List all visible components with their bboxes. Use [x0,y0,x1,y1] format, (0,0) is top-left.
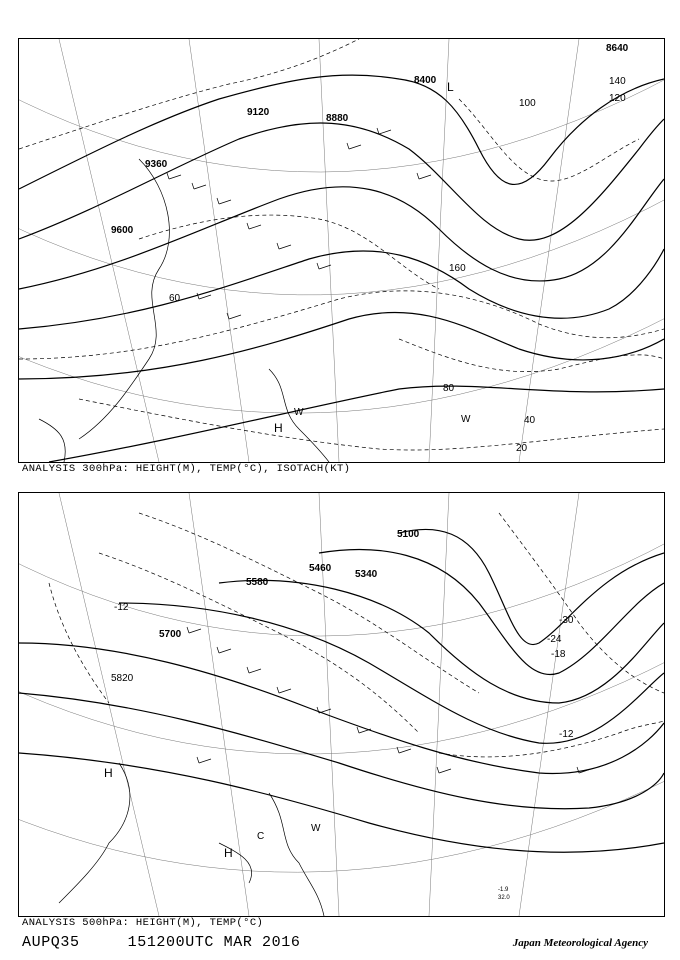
temp-label: -12 [114,602,129,613]
height-contours-500 [19,529,664,852]
height-label: 8400 [414,75,437,86]
temp-label: -12 [559,729,574,740]
station-temp: -1.9 [498,887,509,893]
wind-marker: W [294,407,304,418]
height-label: 5460 [309,563,332,574]
high-pressure-center: H [274,421,283,435]
coastlines-500 [59,763,324,916]
chart-panel-500hpa [18,492,665,917]
height-label: 9600 [111,225,134,236]
wind-marker: W [461,414,471,425]
height-label: 9120 [247,107,270,118]
station-value: 32.0 [498,895,510,901]
height-label: 5580 [246,577,269,588]
map-300hpa [19,39,664,462]
graticule-300 [19,39,664,462]
chart-datetime: 151200UTC MAR 2016 [127,934,301,951]
chart-footer [22,934,300,951]
isotach-label: 100 [519,98,536,109]
isotach-label: 140 [609,76,626,87]
height-contours-300 [19,75,664,462]
chart-code: AUPQ35 [22,934,80,951]
temp-label: -30 [559,615,574,626]
height-label: 5340 [355,569,378,580]
agency-name: Japan Meteorological Agency [512,937,648,949]
coastlines-300 [39,159,329,462]
isotach-label: 80 [443,383,455,394]
wind-marker: C [257,831,265,842]
caption-500hpa: ANALYSIS 500hPa: HEIGHT(M), TEMP(°C) [22,917,264,929]
map-500hpa [19,493,664,916]
temp-label: -18 [551,649,566,660]
isotach-label: 120 [609,93,626,104]
height-label: 5820 [111,673,134,684]
height-label: 9360 [145,159,168,170]
height-label: 8880 [326,113,349,124]
isotach-label: 20 [516,443,528,454]
chart-panel-300hpa [18,38,665,463]
isotach-label: 60 [169,293,181,304]
isotach-label: 160 [449,263,466,274]
low-pressure-center: L [447,80,454,94]
high-pressure-center: H [224,846,233,860]
height-label: 5100 [397,529,420,540]
temp-label: -24 [547,634,562,645]
caption-300hpa: ANALYSIS 300hPa: HEIGHT(M), TEMP(°C), ISOTACH(KT) [22,463,351,475]
height-label: 5700 [159,629,182,640]
wind-barbs-300 [167,128,431,319]
isotach-label: 40 [524,415,536,426]
wind-marker: W [311,823,321,834]
height-label: 8640 [606,43,629,54]
high-pressure-center: H [104,766,113,780]
